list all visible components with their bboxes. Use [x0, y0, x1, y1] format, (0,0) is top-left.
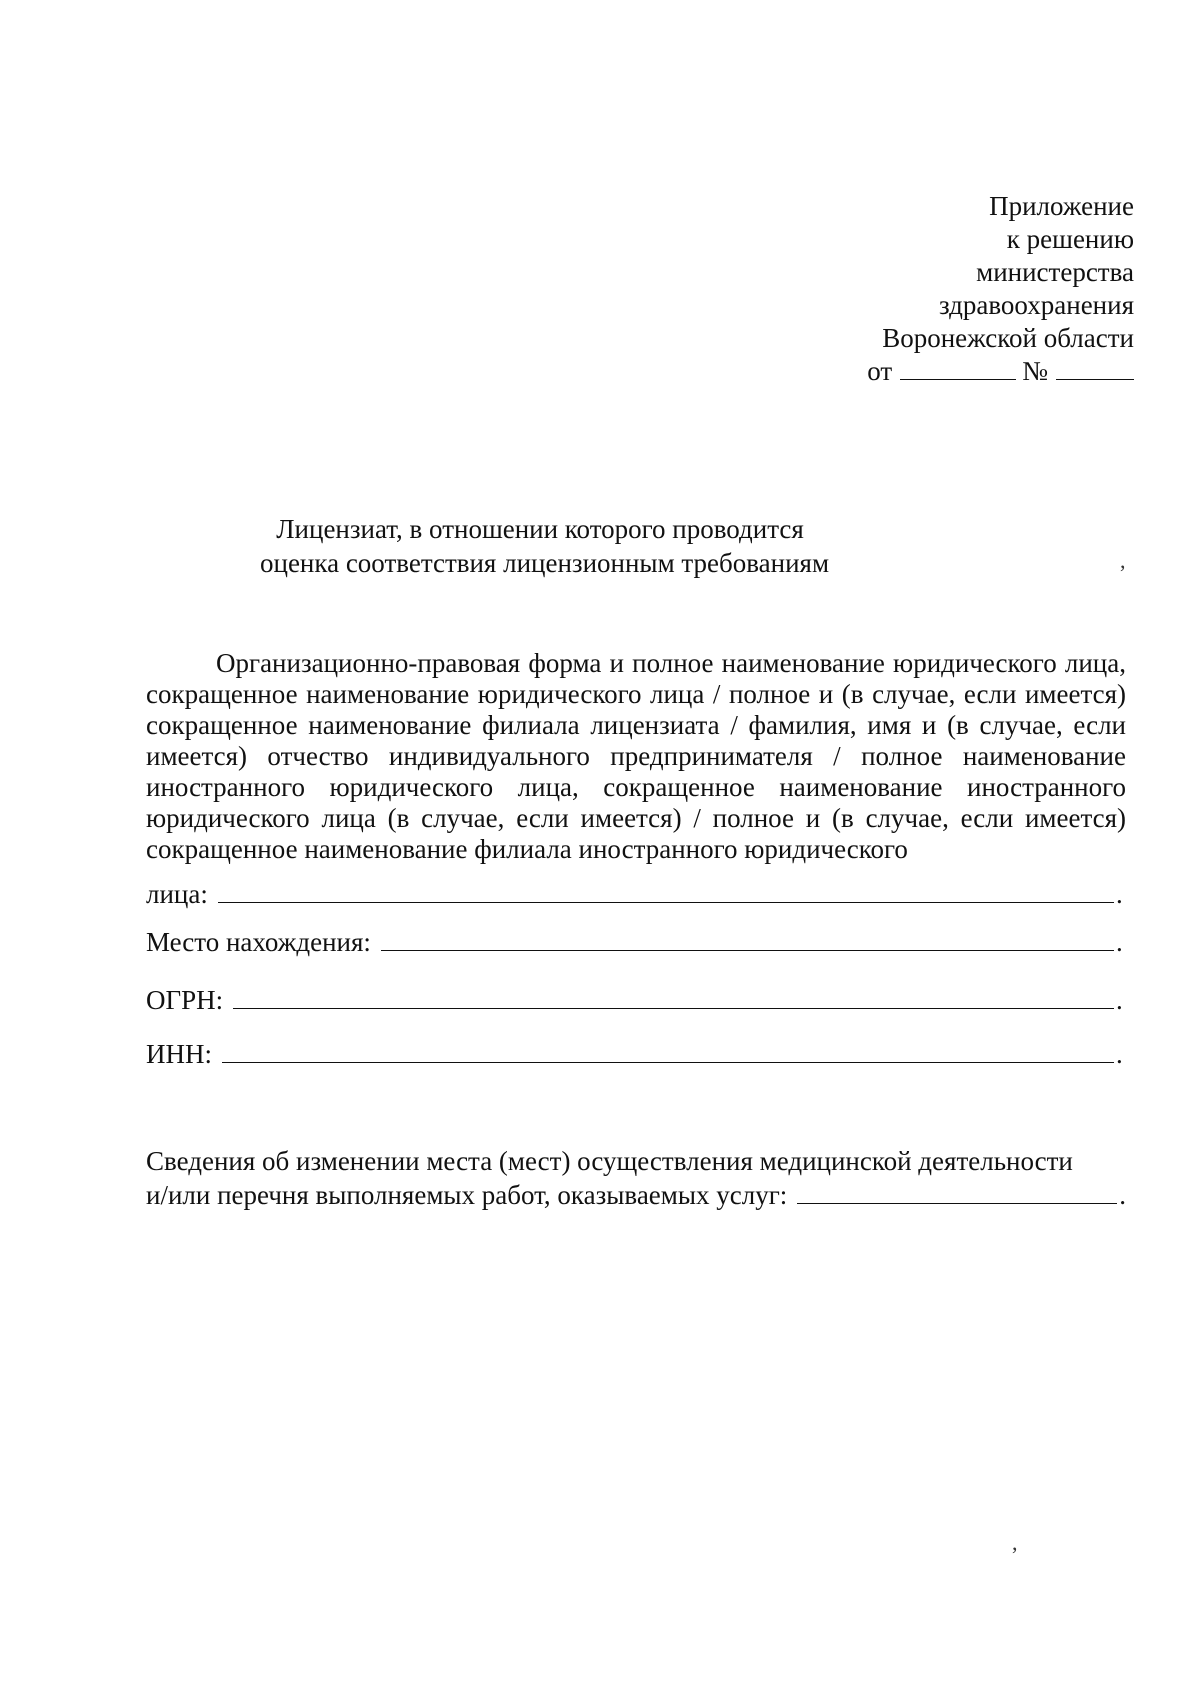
organization-description [146, 648, 1126, 865]
changes-section [146, 1144, 1126, 1212]
inn-label: ИНН: [146, 1039, 212, 1069]
number-sign: № [1022, 356, 1048, 386]
organization-name-label: лица: [146, 879, 208, 909]
changes-blank[interactable] [797, 1179, 1117, 1204]
number-blank[interactable] [1056, 355, 1134, 380]
changes-line-1: Сведения об изменении места (мест) осуществления медицинской деятельности [146, 1146, 1073, 1176]
end-mark: . [1116, 927, 1123, 957]
appendix-line: здравоохранения [938, 290, 1134, 320]
stray-mark: , [1012, 1530, 1018, 1555]
organization-name-blank[interactable] [218, 878, 1114, 903]
ogrn-row [146, 983, 1126, 1017]
organization-description-text: Организационно-правовая форма и полное наименование юридического лица, сокращенное наименование юридического лица / полное и (в случае, если имеется) сокращенное наименование филиала лицензиата / фамилия, имя и (в случае, если имеется) отчество индивидуального предпринимателя / полное наименование иностранного юридического лица, сокращенное наименование иностранного юридического лица (в случае, если имеется) / полное и (в случае, если имеется) сокращенное наименование филиала иностранного юридического [146, 648, 1126, 864]
inn-row [146, 1037, 1126, 1071]
stray-mark: , [1120, 548, 1126, 573]
appendix-line: к решению [1006, 224, 1134, 254]
appendix-line: Воронежской области [882, 323, 1134, 353]
ogrn-label: ОГРН: [146, 985, 224, 1015]
ogrn-blank[interactable] [233, 984, 1114, 1009]
end-mark: . [1116, 985, 1123, 1015]
location-label: Место нахождения: [146, 927, 371, 957]
title-line-1: Лицензиат, в отношении которого проводится [276, 514, 804, 544]
organization-name-row [146, 877, 1126, 911]
appendix-line: Приложение [989, 191, 1134, 221]
end-mark: . [1119, 1180, 1126, 1210]
appendix-date-line [714, 355, 1134, 388]
appendix-line: министерства [976, 257, 1134, 287]
date-blank[interactable] [900, 355, 1016, 380]
end-mark: . [1116, 1039, 1123, 1069]
inn-blank[interactable] [222, 1038, 1114, 1063]
appendix-header [714, 190, 1134, 388]
location-row [146, 925, 1126, 959]
document-title [260, 512, 830, 580]
changes-label: и/или перечня выполняемых работ, оказываемых услуг: [146, 1180, 788, 1210]
location-blank[interactable] [381, 926, 1114, 951]
date-prefix: от [867, 356, 893, 386]
title-line-2: оценка соответствия лицензионным требованиям [260, 548, 830, 578]
end-mark: . [1116, 879, 1123, 909]
changes-line-2 [146, 1178, 1126, 1212]
